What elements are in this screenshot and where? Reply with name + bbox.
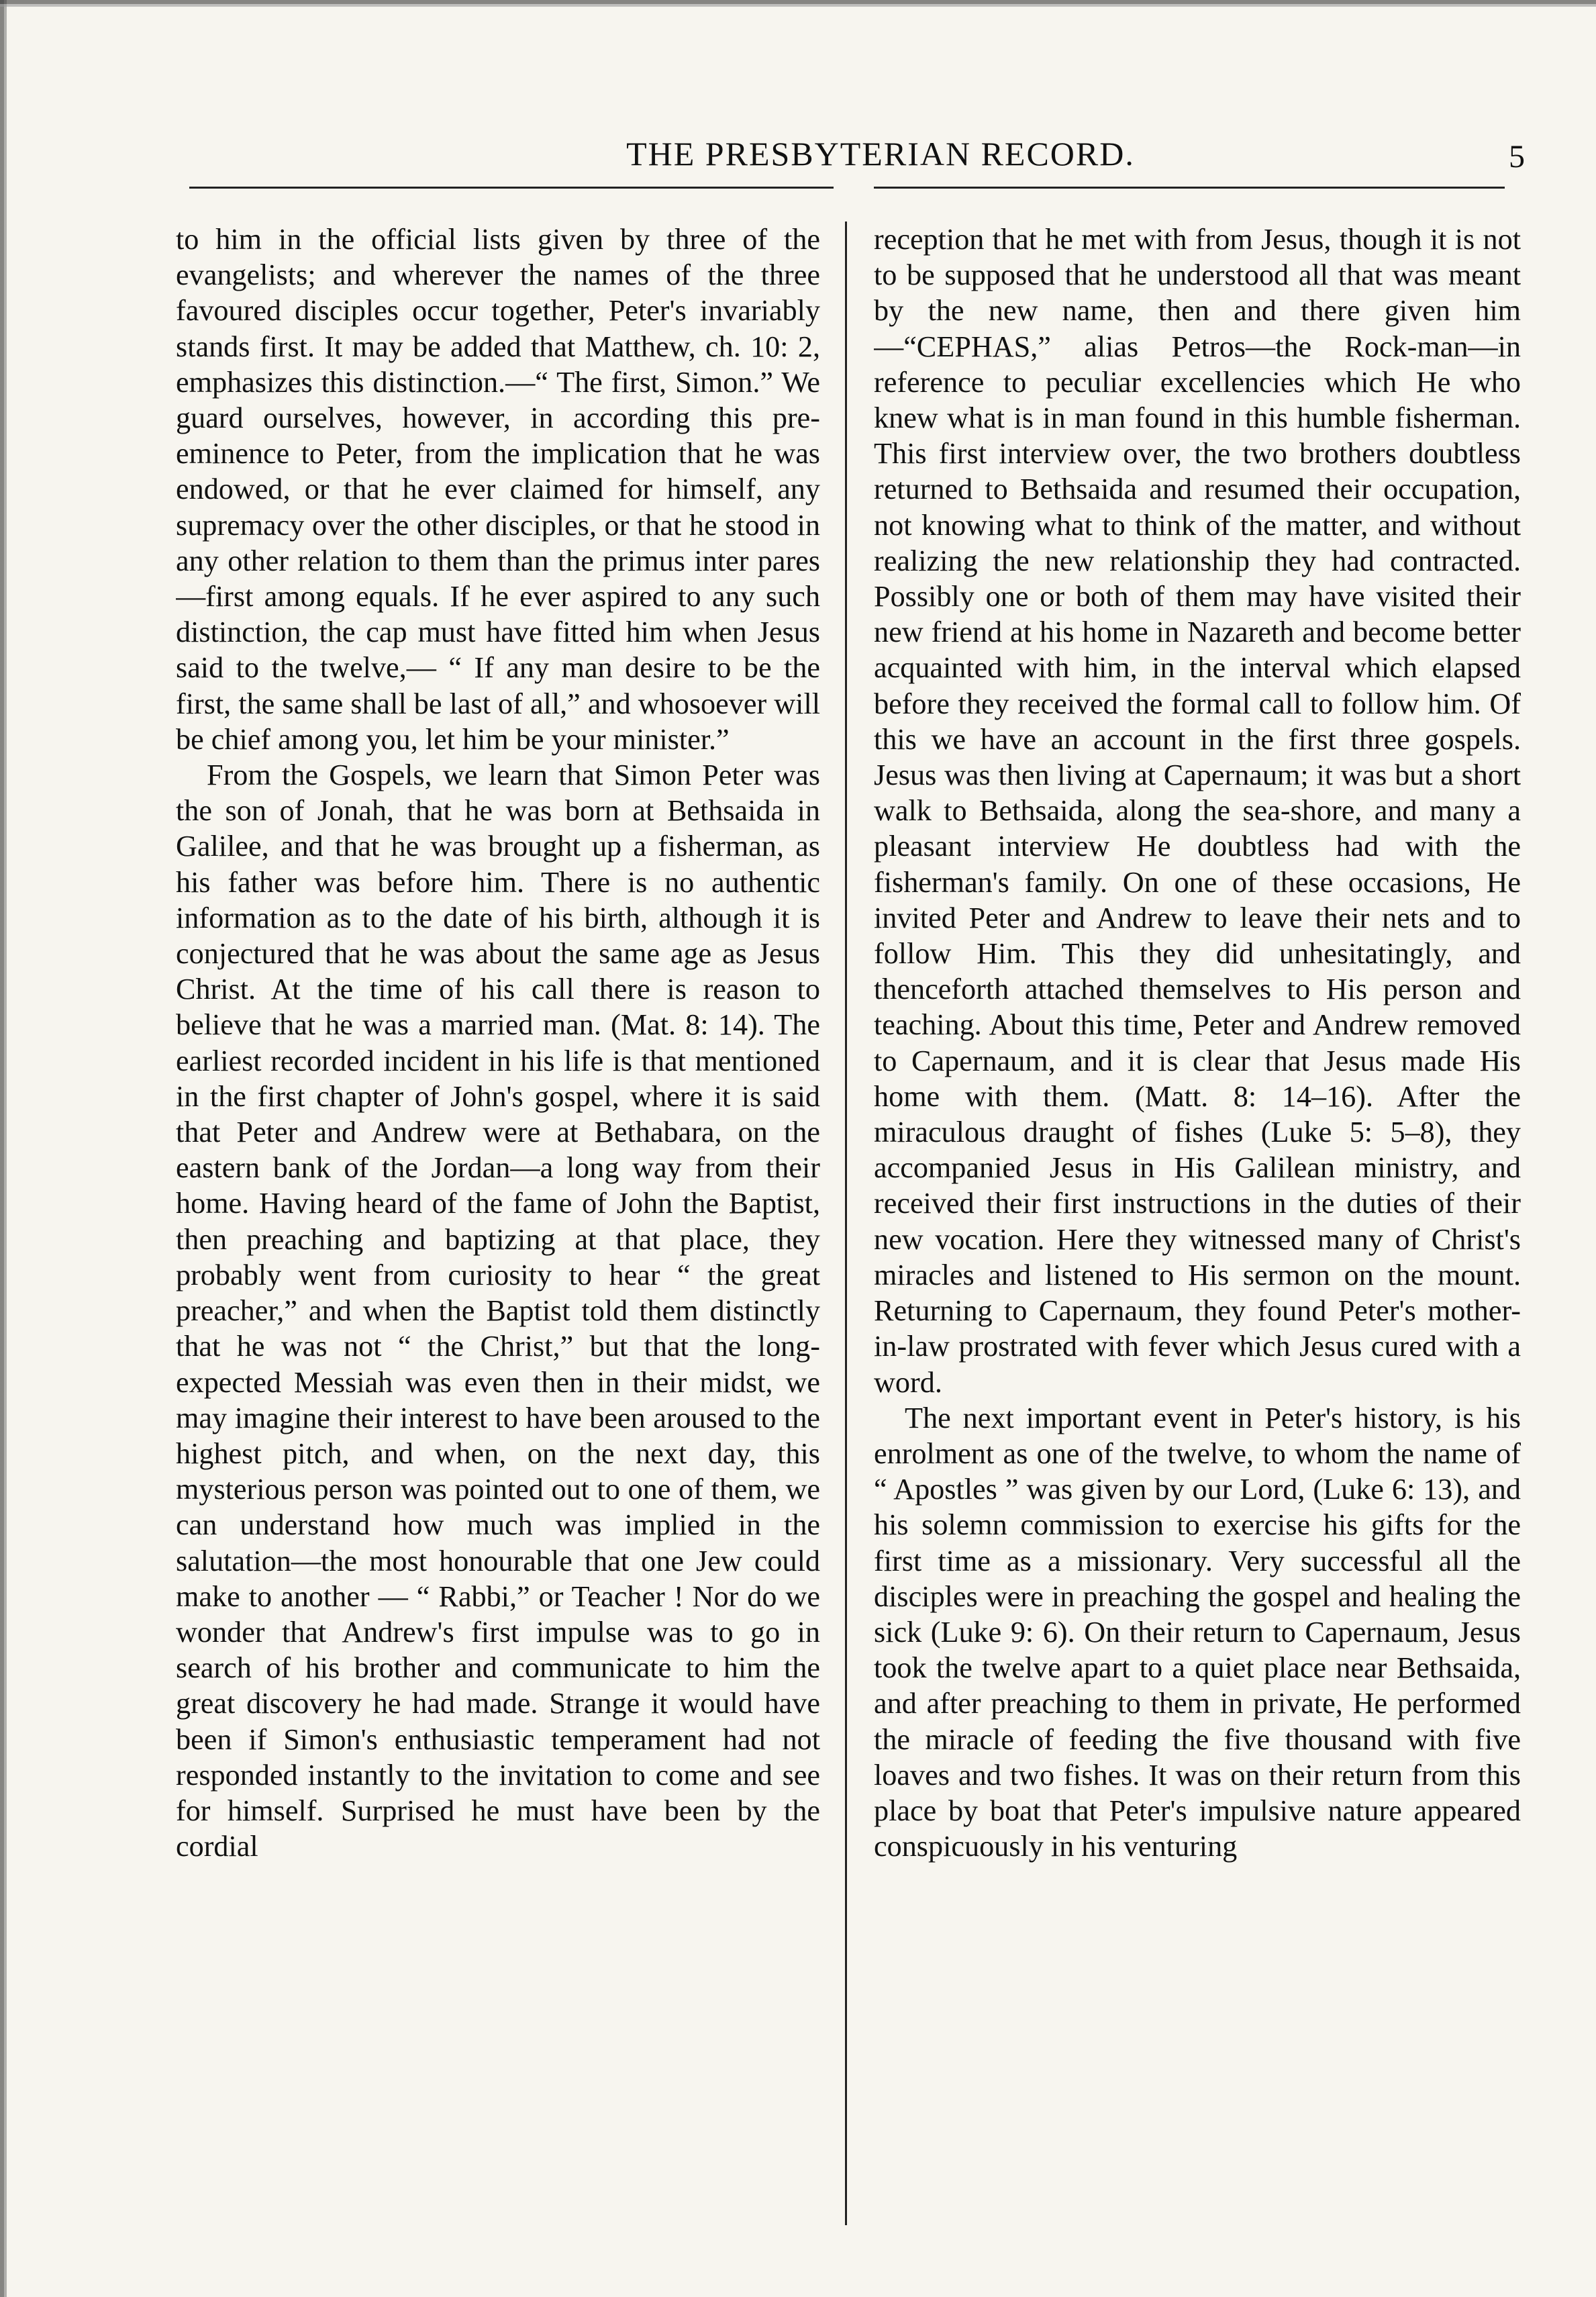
right-paragraph-2: The next important event in Peter's history, is his enrolment as one of the twelve, to whom the name of “ Apostles ” was given by our Lord, (Luke 6: 13), and his solemn commission to exercise his gifts for the first time as a missionary. Very successful all the disciples were in preaching the gospel and healing the sick (Luke 9: 6). On their return to Capernaum, Jesus took the twelve apart to a quiet place near Bethsaida, and after preaching to them in private, He performed the miracle of feeding the five thousand with five loaves and two fishes. It was on their return from this place by boat that Peter's impulsive nature appeared conspicuously in his venturing: [874, 1401, 1521, 1863]
left-paragraph-2: From the Gospels, we learn that Simon Peter was the son of Jonah, that he was born at Bethsaida in Galilee, and that he was brought up a fisherman, as his father was before him. There is no authentic information as to the date of his birth, although it is conjectured that he was about the same age as Jesus Christ. At the time of his call there is reason to believe that he was a married man. (Mat. 8: 14). The earliest recorded incident in his life is that mentioned in the first chapter of John's gospel, where it is said that Peter and Andrew were at Bethabara, on the eastern bank of the Jordan—a long way from their home. Having heard of the fame of John the Baptist, then preaching and baptizing at that place, they probably went from curiosity to hear “ the great preacher,” and when the Baptist told them distinctly that he was not “ the Christ,” but that the long-expected Messiah was even then in their midst, we may imagine their interest to have been aroused to the highest pitch, and when, on the next day, this mysterious person was pointed out to one of them, we can understand how much was implied in the salutation—the most honourable that one Jew could make to another — “ Rabbi,” or Teacher ! Nor do we wonder that Andrew's first impulse was to go in search of his brother and communicate to him the great discovery he had made. Strange it would have been if Simon's enthusiastic temperament had not responded instantly to the invitation to come and see for himself. Surprised he must have been by the cordial: [176, 759, 820, 1863]
scan-edge-top: [0, 0, 1596, 15]
page: [176, 121, 1538, 2255]
header-rule-left: [189, 187, 834, 189]
scan-edge-left: [0, 0, 31, 2297]
page-title: THE PRESBYTERIAN RECORD.: [626, 135, 1135, 173]
running-header: [176, 134, 1538, 181]
right-paragraph-1: reception that he met with from Jesus, though it is not to be supposed that he understood all that was meant by the new name, then and there given him—“CEPHAS,” alias Petros—the Rock-man—in reference to peculiar excellencies which He who knew what is in man found in this humble fisherman. This first interview over, the two brothers doubtless returned to Bethsaida and resumed their occupation, not knowing what to think of the matter, and without realizing the new relationship they had contracted. Possibly one or both of them may have visited their new friend at his home in Nazareth and become better acquainted with him, in the interval which elapsed before they received the formal call to follow him. Of this we have an account in the first three gospels. Jesus was then living at Capernaum; it was but a short walk to Bethsaida, along the sea-shore, and many a pleasant interview He doubtless had with the fisherman's family. On one of these occasions, He invited Peter and Andrew to leave their nets and to follow Him. This they did unhesitatingly, and thenceforth attached themselves to His person and teaching. About this time, Peter and Andrew removed to Capernaum, and it is clear that Jesus made His home with them. (Matt. 8: 14–16). After the miraculous draught of fishes (Luke 5: 5–8), they accompanied Jesus in His Galilean ministry, and received their first instructions in the duties of their new vocation. Here they witnessed many of Christ's miracles and listened to His sermon on the mount. Returning to Capernaum, they found Peter's mother-in-law prostrated with fever which Jesus cured with a word.: [874, 223, 1521, 1399]
left-paragraph-1: to him in the official lists given by three of the evangelists; and wherever the names of the three favoured disciples occur together, Peter's invariably stands first. It may be added that Matthew, ch. 10: 2, emphasizes this distinction.—“ The first, Simon.” We guard ourselves, however, in according this pre-eminence to Peter, from the implication that he was endowed, or that he ever claimed for himself, any supremacy over the other disciples, or that he stood in any other relation to them than the primus inter pares—first among equals. If he ever aspired to any such distinction, the cap must have fitted him when Jesus said to the twelve,— “ If any man desire to be the first, the same shall be last of all,” and whosoever will be chief among you, let him be your minister.”: [176, 223, 820, 756]
right-column: [874, 222, 1521, 2229]
page-number: 5: [1509, 139, 1525, 175]
header-rule-right: [874, 187, 1505, 189]
column-divider: [845, 222, 847, 2225]
left-column: [176, 222, 820, 2229]
